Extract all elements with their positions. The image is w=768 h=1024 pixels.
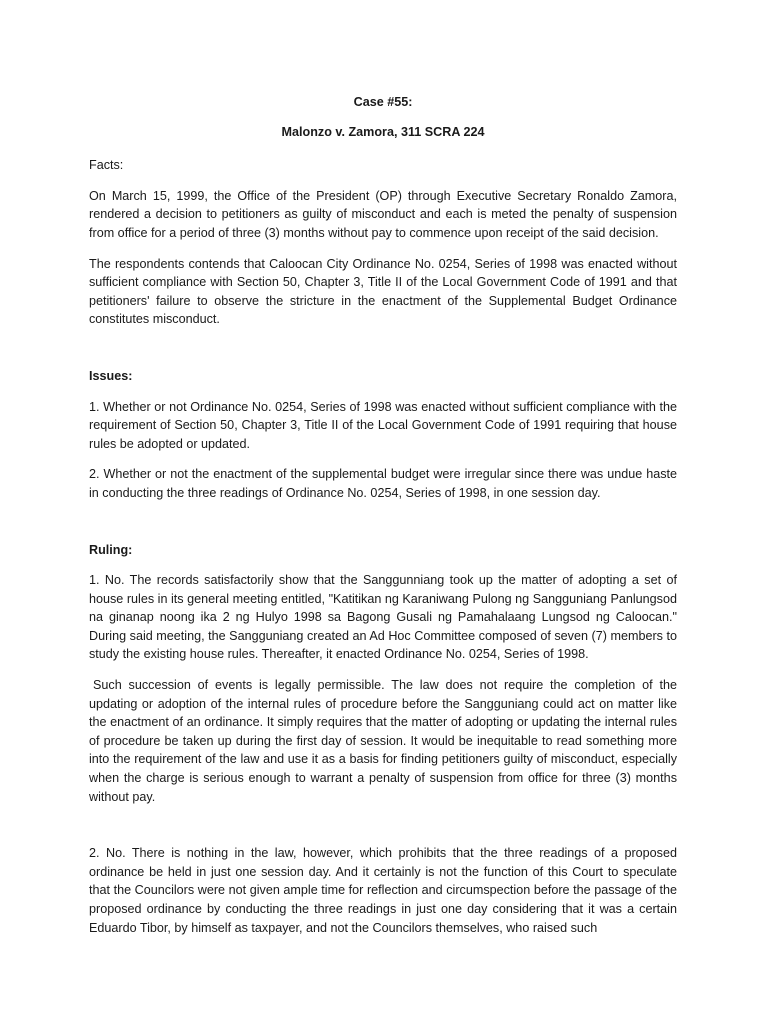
ruling-paragraph: 1. No. The records satisfactorily show that the Sanggunniang took up the matter of adopting a set of house rules in its general meeting entitled, "Katitikan ng Karaniwang Pulong ng Sangguniang Panlungsod na ginanap noong ika 2 ng Hulyo 1998 sa Bagong Gusali ng Pamahalaang Lungsod ng Caloocan." During said meeting, the Sangguniang created an Ad Hoc Committee composed of seven (7) members to study the existing house rules. Thereafter, it enacted Ordinance No. 0254, Series of 1998. <box>89 573 677 662</box>
facts-heading: Facts: <box>89 158 124 173</box>
ruling-heading: Ruling: <box>89 542 133 557</box>
facts-paragraph: The respondents contends that Caloocan City Ordinance No. 0254, Series of 1998 was enacted without sufficient compliance with Section 50, Chapter 3, Title II of the Local Government Code of 1991 and that petitioners' failure to observe the stricture in the enactment of the Supplemental Budget Ordinance constitutes misconduct. <box>89 256 677 327</box>
issue-item: 2. Whether or not the enactment of the supplemental budget were irregular since there was undue haste in conducting the three readings of Ordinance No. 0254, Series of 1998, in one session day. <box>89 467 677 500</box>
ruling-paragraph: 2. No. There is nothing in the law, however, which prohibits that the three readings of a proposed ordinance be held in just one session day. And it certainly is not the function of this Court to speculate that the Councilors were not given ample time for reflection and circumspection before the passage of the proposed ordinance by conducting the three readings in just one day considering that it was a certain Eduardo Tibor, by himself as taxpayer, and not the Councilors themselves, who raised such <box>89 846 677 935</box>
document-page <box>89 93 677 937</box>
issue-item: 1. Whether or not Ordinance No. 0254, Series of 1998 was enacted without sufficient compliance with the requirement of Section 50, Chapter 3, Title II of the Local Government Code of 1991 requiring that house rules be adopted or updated. <box>89 399 677 451</box>
ruling-paragraph: Such succession of events is legally permissible. The law does not require the completion of the updating or adoption of the internal rules of procedure before the Sangguniang could act on matter like the enactment of an ordinance. It simply requires that the matter of adopting or updating the internal rules of procedure be taken up during the first day of session. It would be inequitable to read something more into the requirement of the law and use it as a basis for finding petitioners guilty of misconduct, especially when the charge is serious enough to warrant a penalty of suspension from office for three (3) months without pay. <box>89 678 677 804</box>
issues-heading: Issues: <box>89 368 133 383</box>
facts-paragraph: On March 15, 1999, the Office of the President (OP) through Executive Secretary Ronaldo Zamora, rendered a decision to petitioners as guilty of misconduct and each is meted the penalty of suspension from office for a period of three (3) months without pay to commence upon receipt of the said decision. <box>89 188 677 240</box>
case-title: Malonzo v. Zamora, 311 SCRA 224 <box>281 124 485 139</box>
case-number: Case #55: <box>353 95 413 109</box>
